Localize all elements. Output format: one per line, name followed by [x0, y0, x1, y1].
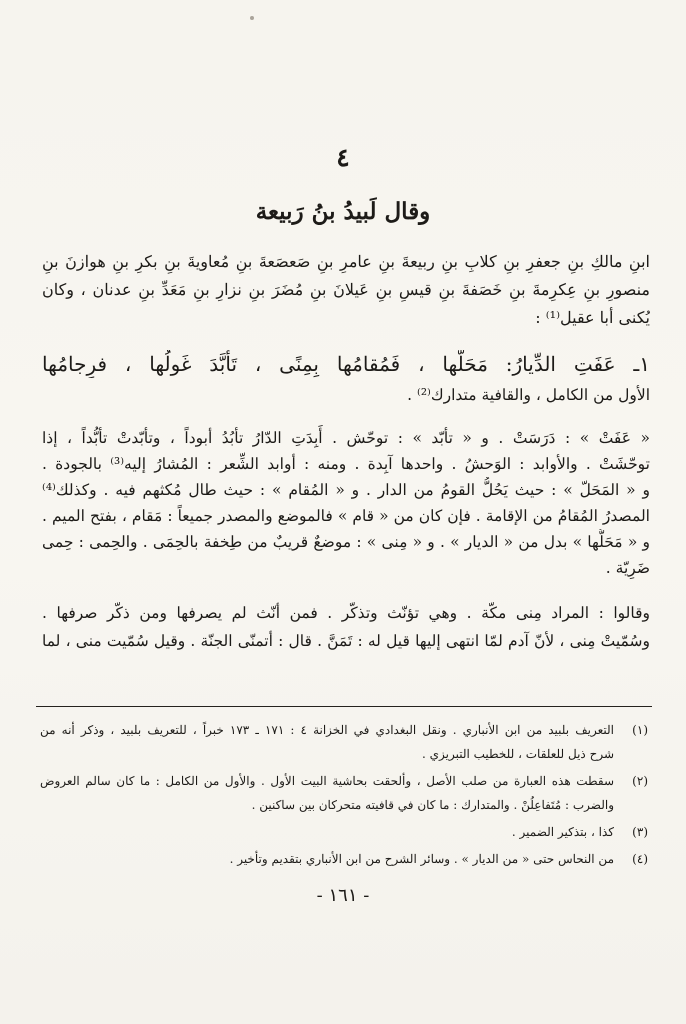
footnote-line: كذا ، بتذكير الضمير . [511, 825, 614, 839]
intro-line-2: منصورِ بنِ عِكرِمةَ بنِ خَصَفةَ بنِ قيسِ بنِ عَيلانَ بنِ مُضَرَ بنِ نزارِ بنِ مَعَدِّ بنِ عدنان ، وكان [42, 280, 650, 299]
intro-line-3: يُكنى أبا عقيل⁽¹⁾ : [535, 308, 650, 327]
gloss-line-1: « عَفَتْ » : دَرَسَتْ . و « تأبّد » : توحّش . أَبِدَتِ الدّارُ تأبُدُ أبوداً ، وتأبّدتْ تأبُّداً ، إذا [42, 429, 650, 447]
footnote-text [40, 820, 614, 844]
gloss-line-3: و « المَحَلّ » : حيث يَحُلُّ القومُ من الدار . و « المُقام » : حيث طال مُكثهم فيه . وكذلك⁽⁴⁾ [42, 481, 650, 499]
discussion-line-1: وقالوا : المراد مِنى مكّة . وهي تؤنّث وتذكّر . فمن أنّث لم يصرفها ومن ذكّر صرفها . [42, 604, 650, 622]
chapter-number: ٤ [336, 143, 350, 172]
footnote-line: سقطت هذه العبارة من صلب الأصل ، وألحقت بحاشية البيت الأول . والأول من الكامل : ما كان سالم العروض [40, 774, 614, 788]
gloss-paragraph [42, 425, 650, 581]
discussion-paragraph [42, 599, 650, 655]
discussion-line-2: وسُمّيتْ مِنى ، لأنّ آدم لمّا انتهى إليها قيل له : تَمَنَّ . قال : أتمنّى الجنّة . وقيل سُمّيت منى ، لما [42, 632, 650, 650]
footnote-line: من النحاس حتى « من الديار » . وسائر الشرح من ابن الأنباري بتقديم وتأخير . [229, 852, 614, 866]
verse-line-1: ١ـ عَفَتِ الدِّيارُ: مَحَلُّها ، فَمُقامُها بِمِنًى ، تَأَبَّدَ غَولُها ، فرِجامُها [42, 352, 650, 376]
footnote-text [40, 718, 614, 766]
footnote-line: شرح ذيل للعلقات ، للخطيب التبريزي . [421, 747, 614, 761]
footnote-mark: (١) [632, 723, 648, 737]
footnote-4 [40, 847, 648, 871]
intro-paragraph [42, 248, 650, 332]
footnote-mark: (٢) [632, 774, 648, 788]
footnote-line: والضرب : مُتَفاعِلُنْ . والمتدارك : ما كان في قافيته متحركان بين ساكنين . [251, 798, 614, 812]
footnote-1 [40, 718, 648, 766]
footnote-mark: (٤) [632, 852, 648, 866]
gloss-line-2: توحّشَتْ . والأوابد : الوَحشُ . واحدها آبِدة . ومنه : أوابد الشِّعر : المُشارُ إليه⁽³⁾ بالجودة . [42, 455, 650, 473]
ink-speck [250, 16, 254, 20]
gloss-line-4: المصدرُ المُقامُ من الإقامة . فإن كان من « قام » فالموضع والمصدر جميعاً : مَقام ، بفتح الميم . [42, 507, 650, 525]
intro-line-1: ابنِ مالكِ بنِ جعفرِ بنِ كلابِ بنِ ربيعةَ بنِ عامرِ بنِ صَعصَعةَ بنِ مُعاويةَ بنِ بكرِ بنِ هوازنَ بنِ [42, 252, 650, 271]
meter-note: الأول من الكامل ، والقافية متدارك⁽²⁾ . [407, 386, 650, 404]
footnote-line: التعريف بلبيد من ابن الأنباري . ونقل البغدادي في الخزانة ٤ : ١٧١ ـ ١٧٣ خبراً ، للتعريف بلبيد ، وذكر أنه من [40, 723, 614, 737]
poem-title: وقال لَبيدُ بنُ رَبيعة [255, 198, 431, 225]
footnote-mark: (٣) [632, 825, 648, 839]
footnote-divider [36, 706, 652, 707]
page-number: - ١٦١ - [316, 885, 370, 906]
footnote-2 [40, 769, 648, 817]
gloss-line-5: و « مَحَلُّها » بدل من « الديار » . و « مِنى » : موضعٌ قريبٌ من طِخفة بالحِمَى . والحِمى : حِمى [42, 533, 650, 551]
main-text [42, 248, 650, 655]
footnote-text [40, 769, 614, 817]
footnote-3 [40, 820, 648, 844]
footnotes [40, 718, 648, 874]
gloss-line-6: ضَرِيّة . [605, 559, 650, 577]
footnote-text [40, 847, 614, 871]
